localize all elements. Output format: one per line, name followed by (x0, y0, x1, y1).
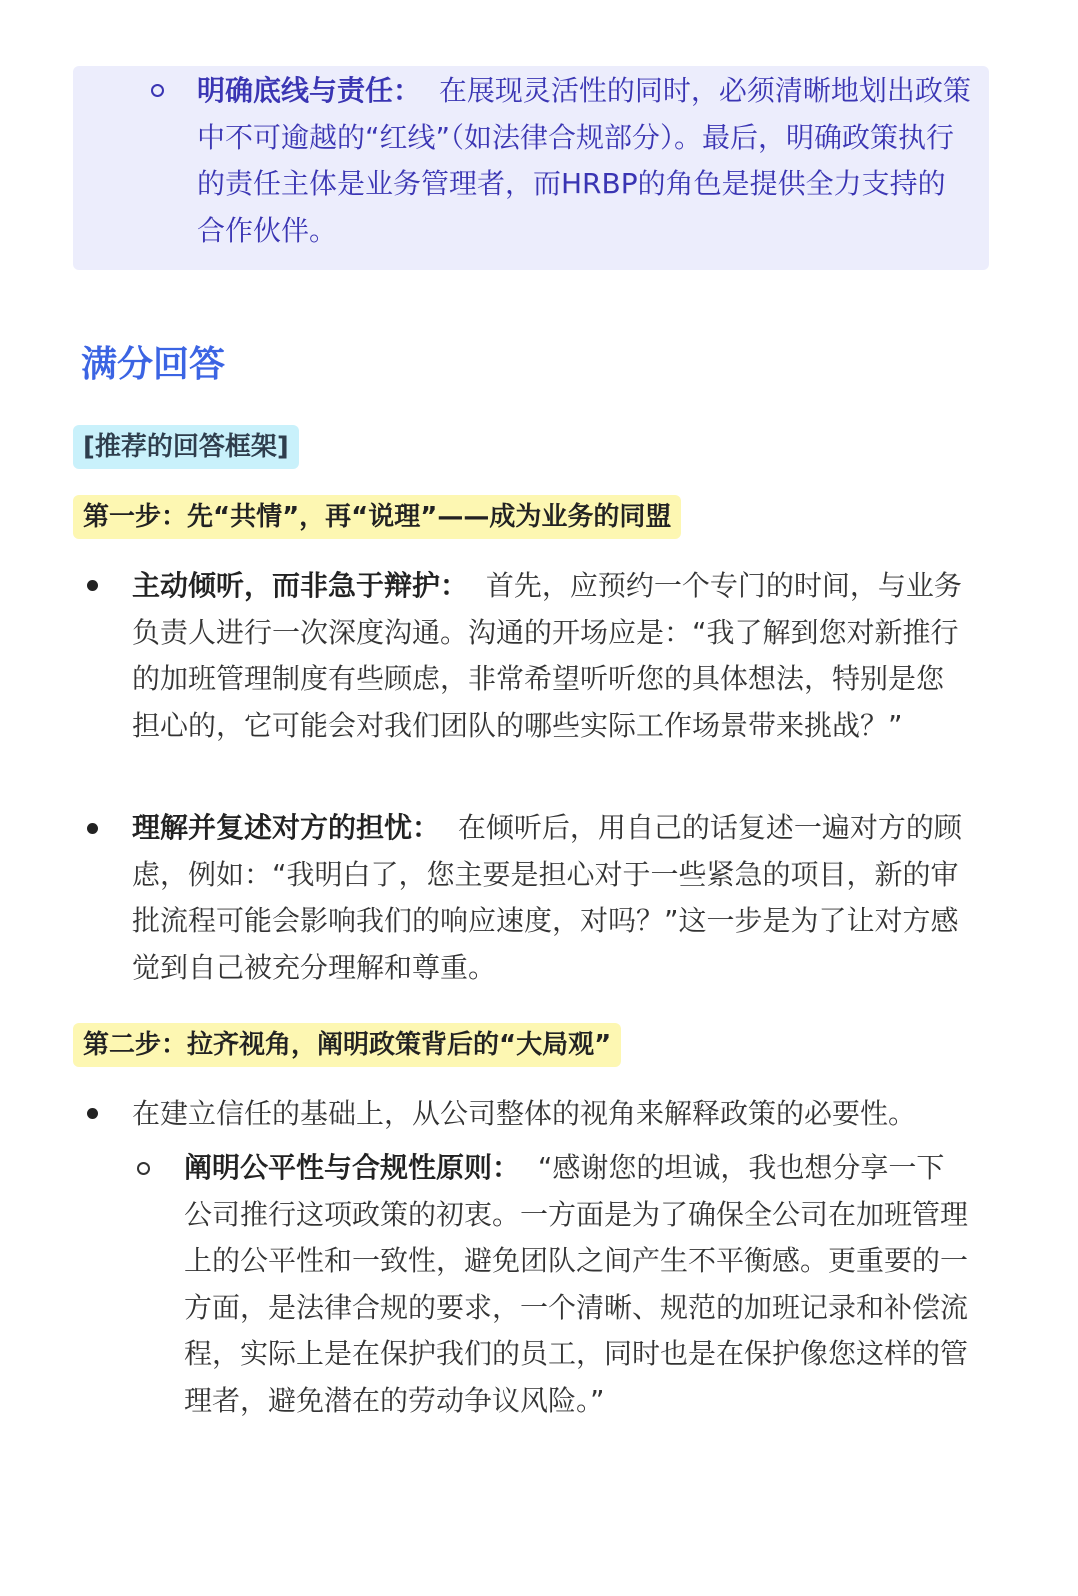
callout-item-text: 在展现灵活性的同时，必须清晰地划出政策中不可逾越的“红线”（如法律合规部分）。最后，明确政策执行的责任主体是业务管理者，而HRBP的角色是提供全力支持的合作伙伴。 (197, 74, 971, 247)
step2-sub-item (184, 1145, 969, 1424)
bullet-dot-icon (87, 823, 98, 834)
hollow-bullet-icon (151, 84, 164, 97)
step1-item-2 (132, 805, 970, 991)
step2-sub-item-lead: 阐明公平性与合规性原则： (184, 1151, 521, 1184)
step2-label: 第二步：拉齐视角，阐明政策背后的“大局观” (73, 1023, 621, 1067)
bullet-dot-icon (87, 580, 98, 591)
hollow-bullet-icon (137, 1162, 150, 1175)
step2-intro: 在建立信任的基础上，从公司整体的视角来解释政策的必要性。 (132, 1097, 917, 1130)
step1-item-2-text: 在倾听后，用自己的话复述一遍对方的顾虑，例如：“我明白了，您主要是担心对于一些紧急的项目，新的审批流程可能会影响我们的响应速度，对吗？”这一步是为了让对方感觉到自己被充分理解和尊重。 (132, 811, 962, 984)
framework-tag: [推荐的回答框架] (73, 425, 299, 469)
step1-label: 第一步：先“共情”，再“说理”——成为业务的同盟 (73, 495, 681, 539)
bullet-dot-icon (87, 1108, 98, 1119)
step1-item-2-lead: 理解并复述对方的担忧： (132, 811, 441, 844)
section-title: 满分回答 (81, 344, 226, 385)
callout-item-lead: 明确底线与责任： (197, 74, 422, 107)
step1-item-1-text: 首先，应预约一个专门的时间，与业务负责人进行一次深度沟通。沟通的开场应是：“我了解到您对新推行的加班管理制度有些顾虑，非常希望听听您的具体想法，特别是您担心的，它可能会对我们团队的哪些实际工作场景带来挑战？” (132, 569, 962, 742)
step2-sub-item-text: “感谢您的坦诚，我也想分享一下公司推行这项政策的初衷。一方面是为了确保全公司在加班管理上的公平性和一致性，避免团队之间产生不平衡感。更重要的一方面，是法律合规的要求，一个清晰、规范的加班记录和补偿流程，实际上是在保护我们的员工，同时也是在保护像您这样的管理者，避免潜在的劳动争议风险。” (184, 1151, 969, 1417)
step1-item-1 (132, 563, 967, 749)
callout-list-item (197, 68, 972, 254)
step1-item-1-lead: 主动倾听，而非急于辩护： (132, 569, 469, 602)
